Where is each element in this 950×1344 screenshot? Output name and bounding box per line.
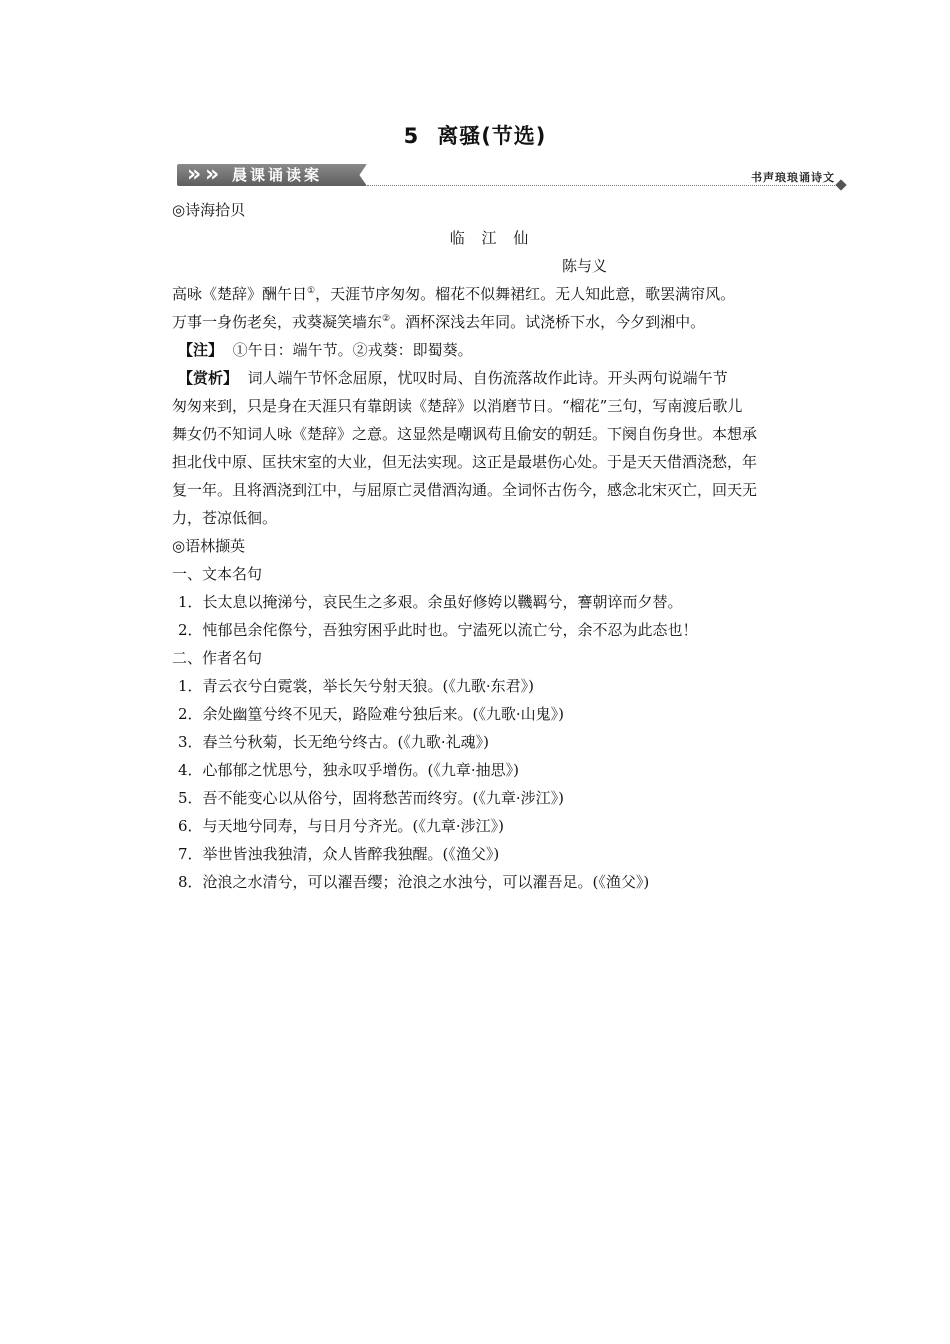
- list-item: 8．沧浪之水清兮，可以濯吾缨；沧浪之水浊兮，可以濯吾足。(《渔父》): [178, 873, 650, 891]
- appreciation-line: 力，苍凉低徊。: [172, 509, 278, 527]
- appreciation-line: 【赏析】 词人端午节怀念屈原，忧叹时局、自伤流落故作此诗。开头两句说端午节: [178, 369, 728, 387]
- list-item: 4．心郁郁之忧思兮，独永叹乎增伤。(《九章·抽思》): [178, 761, 520, 779]
- poem-line: 高咏《楚辞》酬午日①，天涯节序匆匆。榴花不似舞裙红。无人知此意，歌罢满帘风。: [172, 285, 736, 303]
- banner-dotted-line: [367, 185, 837, 186]
- list-item: 2．余处幽篁兮终不见天，路险难兮独后来。(《九歌·山鬼》): [178, 705, 565, 723]
- list-item: 7．举世皆浊我独清，众人皆醉我独醒。(《渔父》): [178, 845, 500, 863]
- lesson-number: 5: [403, 124, 420, 148]
- poem-title: 临 江 仙: [449, 229, 535, 247]
- diamond-icon: [835, 179, 846, 190]
- footnote-marker: ②: [382, 314, 391, 324]
- subheading: 一、文本名句: [172, 565, 263, 583]
- banner-tag: 书声琅琅诵诗文: [751, 171, 835, 184]
- section-banner: [177, 158, 847, 190]
- appreciation-line: 复一年。且将酒浇到江中，与屈原亡灵借酒沟通。全词怀古伤今，感念北宋灭亡，回天无: [172, 481, 758, 499]
- appreciation-line: 匆匆来到，只是身在天涯只有靠朗读《楚辞》以消磨节日。“榴花”三句，写南渡后歌儿: [172, 397, 743, 415]
- poem-line: 万事一身伤老矣，戎葵凝笑墙东②。酒杯深浅去年同。试浇桥下水，今夕到湘中。: [172, 313, 706, 331]
- section-heading: ◎语林撷英: [172, 537, 246, 555]
- section-heading: ◎诗海拾贝: [172, 201, 246, 219]
- lesson-title: 离骚(节选): [437, 124, 547, 148]
- appreciation-label: 【赏析】: [178, 369, 239, 387]
- page-title: [0, 120, 950, 150]
- poem-author: 陈与义: [562, 257, 608, 275]
- note-label: 【注】: [178, 341, 224, 359]
- list-item: 5．吾不能变心以从俗兮，固将愁苦而终穷。(《九章·涉江》): [178, 789, 565, 807]
- double-chevron-icon: »: [187, 162, 196, 187]
- document-body: [172, 196, 812, 896]
- double-chevron-icon: »: [205, 162, 214, 187]
- banner-label: 晨课诵读案: [232, 166, 323, 184]
- footnote-marker: ①: [307, 286, 316, 296]
- appreciation-line: 担北伐中原、匡扶宋室的大业，但无法实现。这正是最堪伤心处。于是天天借酒浇愁，年: [172, 453, 758, 471]
- list-item: 1．青云衣兮白霓裳，举长矢兮射天狼。(《九歌·东君》): [178, 677, 535, 695]
- list-item: 6．与天地兮同寿，与日月兮齐光。(《九章·涉江》): [178, 817, 505, 835]
- note-text: ①午日：端午节。②戎葵：即蜀葵。: [232, 341, 473, 359]
- list-item: 1．长太息以掩涕兮，哀民生之多艰。余虽好修姱以鞿羁兮，謇朝谇而夕替。: [178, 593, 683, 611]
- list-item: 2．忳郁邑余侘傺兮，吾独穷困乎此时也。宁溘死以流亡兮，余不忍为此态也！: [178, 621, 698, 639]
- appreciation-line: 舞女仍不知词人咏《楚辞》之意。这显然是嘲讽苟且偷安的朝廷。下阕自伤身世。本想承: [172, 425, 758, 443]
- note-line: [172, 336, 812, 364]
- list-item: 3．春兰兮秋菊，长无绝兮终古。(《九歌·礼魂》): [178, 733, 490, 751]
- subheading: 二、作者名句: [172, 649, 263, 667]
